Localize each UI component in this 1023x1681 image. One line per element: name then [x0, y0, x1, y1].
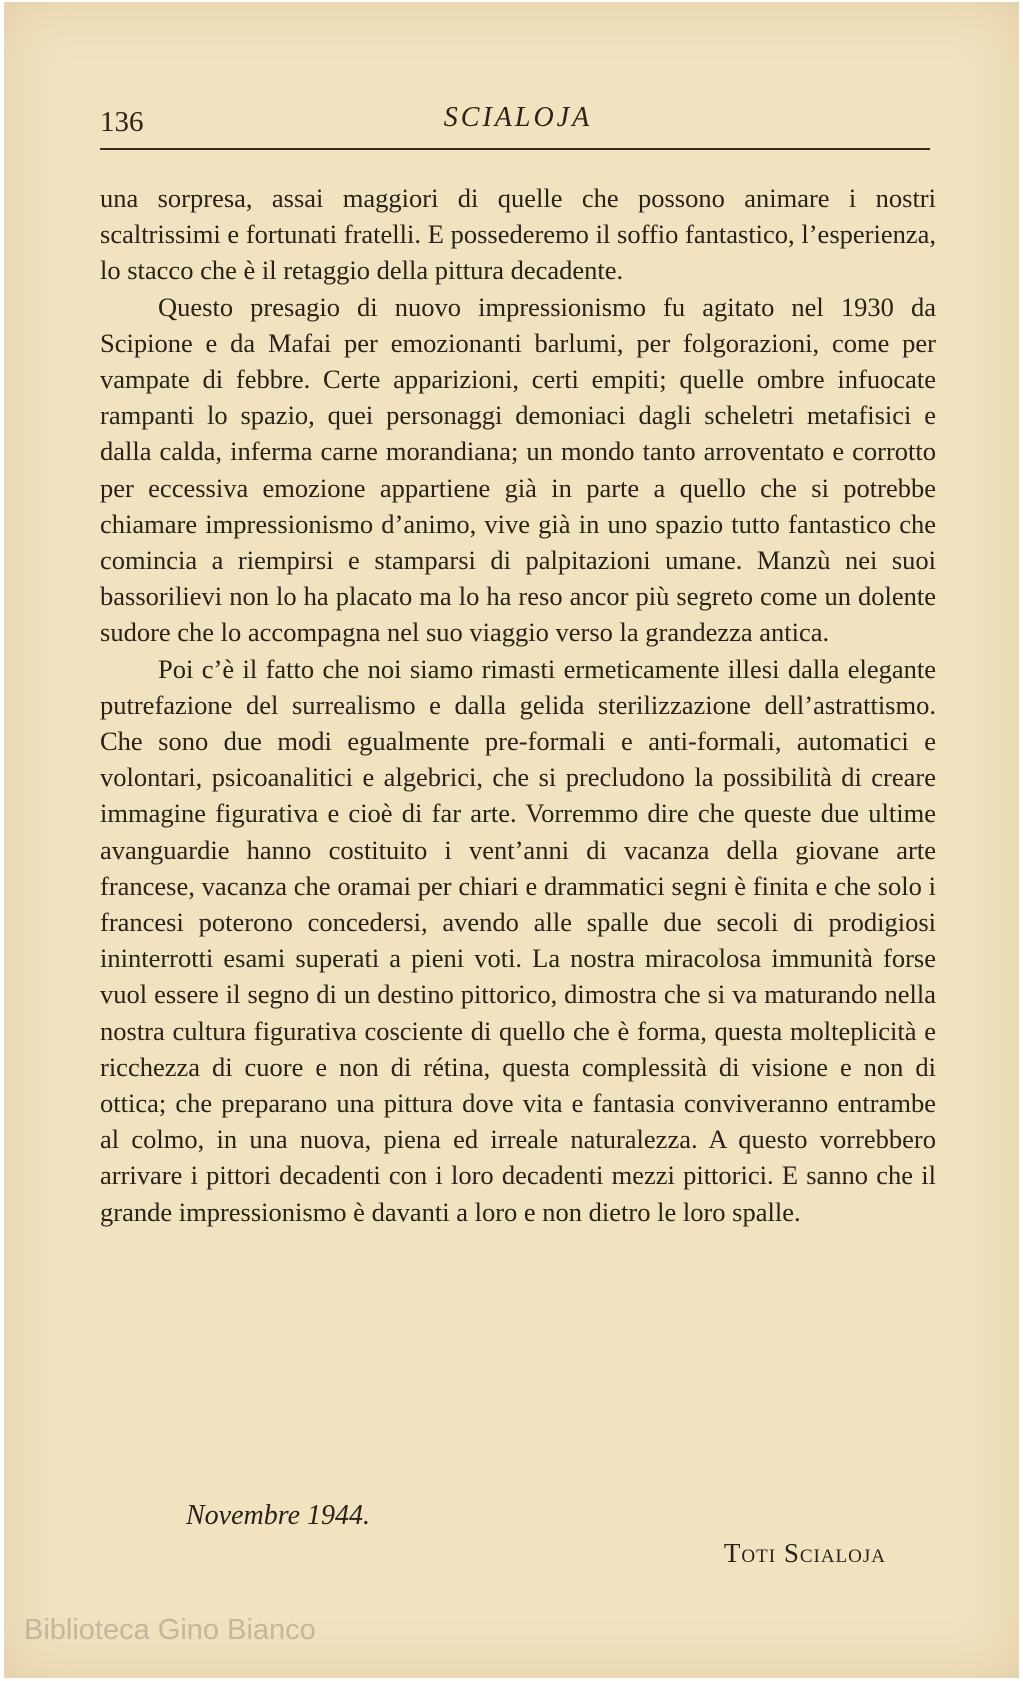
page-number: 136 — [100, 106, 144, 138]
author-signature: Toti Scialoja — [723, 1538, 886, 1568]
page-header — [100, 98, 936, 138]
paragraph: Questo presagio di nuovo impressionismo fu agitato nel 1930 da Scipione e da Mafai per emozionanti barlumi, per folgorazioni, come per vampate di febbre. Certe apparizioni, certi empiti; quelle ombre infuocate rampanti lo spazio, quei personaggi demoniaci dagli scheletri metafisici e dalla calda, inferma carne morandiana; un mondo tanto arroventato e corrotto per eccessiva emozione appartiene già in parte a quello che si potrebbe chiamare impressionismo d’animo, vive già in uno spazio tutto fantastico che comincia a riempirsi e stamparsi di palpitazioni umane. Manzù nei suoi bassorilievi non lo ha placato ma lo ha reso ancor più segreto come un dolente sudore che lo accompagna nel suo viaggio verso la grandezza antica. — [100, 291, 936, 648]
body-text — [100, 180, 936, 1230]
date-line: Novembre 1944. — [186, 1500, 371, 1531]
paragraph: una sorpresa, assai maggiori di quelle che possono animare i nostri scaltrissimi e fortunati fratelli. E possederemo il soffio fantastico, l’esperienza, lo stacco che è il retaggio della pittura decadente. — [100, 183, 936, 286]
paragraph: Poi c’è il fatto che noi siamo rimasti ermeticamente illesi dalla elegante putrefazione del surrealismo e dalla gelida sterilizzazione dell’astrattismo. Che sono due modi egualmente pre-formali e anti-formali, automatici e volontari, psicoanalitici e algebrici, che si precludono la possibilità di creare immagine figurativa e cioè di far arte. Vorremmo dire che queste due ultime avanguardie hanno costituito i vent’anni di vacanza della giovane arte francese, vacanza che oramai per chiari e drammatici segni è finita e che solo i francesi poterono concedersi, avendo alle spalle due secoli di prodigiosi ininterrotti esami superati a pieni voti. La nostra miracolosa immunità forse vuol essere il segno di un destino pittorico, dimostra che si va maturando nella nostra cultura figurativa cosciente di quello che è forma, questa molteplicità e ricchezza di cuore e non di rétina, questa complessità di visione e non di ottica; che preparano una pittura dove vita e fantasia conviveranno entrambe al colmo, in una nuova, piena ed irreale naturalezza. A questo vorrebbero arrivare i pittori decadenti con i loro decadenti mezzi pittorici. E sanno che il grande impressionismo è davanti a loro e non dietro le loro spalle. — [100, 653, 936, 1227]
running-head: SCIALOJA — [443, 102, 593, 133]
header-rule — [100, 148, 930, 150]
library-watermark: Biblioteca Gino Bianco — [24, 1614, 316, 1646]
